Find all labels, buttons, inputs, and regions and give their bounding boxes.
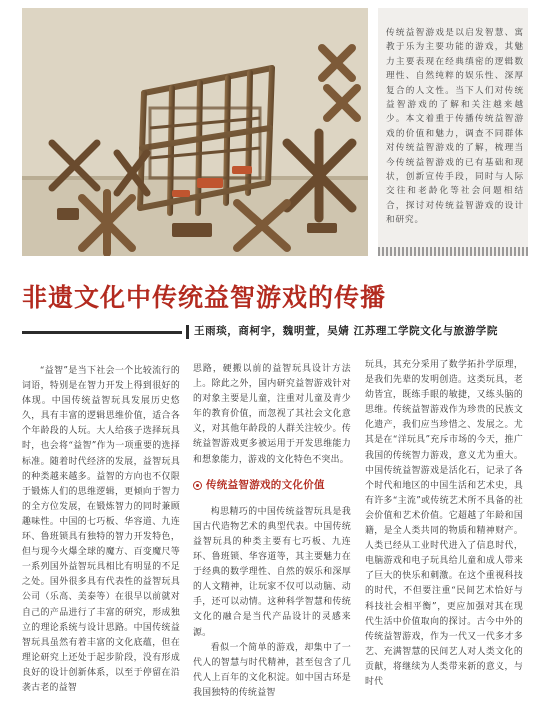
article-title: 非遗文化中传统益智游戏的传播 bbox=[22, 283, 387, 312]
paragraph: “益智”是当下社会一个比较流行的词语，特别是在智力开发上得到很好的体现。中国传统益智玩具发展历史悠久，具有丰富的逻辑思维价值，适合各个年龄段的人玩。大人给孩子选择玩具时，也会将“益智”作为一项重要的选择标准。随着时代经济的发展，益智玩具的种类越来越多。益智的方向也不仅限于锻炼人们的思维逻辑，更倾向于智力的全方位发展，在锻炼智力的同时兼顾趣味性。中国的七巧板、华容道、九连环、鲁班锁具有独特的智力开发特色，但与现今火爆全球的魔方、百变魔尺等一系列国外益智玩具相比有明显的不足之处。国外很多具有代表性的益智玩具公司（乐高、美泰等）在很早以前就对自己的产品进行了丰富的研究，形成独立的理论系统与设计思路。中国传统益智玩具虽然有着丰富的文化底蕴，但在理论研究上还处于起步阶段，没有形成良好的设计创新体系，以至于停留在沿袭古老的益智 bbox=[22, 366, 180, 693]
paragraph: 思路，硬搬以前的益智玩具设计方法上。除此之外，国内研究益智游戏针对的对象主要是儿童，注重对儿童及青少年的教育价值，而忽视了其社会文化意义，对其他年龄段的人群关注较少。传统益智游戏更多被运用于开发思维能力和想象能力，游戏的文化特色不突出。 bbox=[193, 364, 351, 465]
body-column-1 bbox=[22, 364, 180, 716]
abstract-sidebar bbox=[378, 8, 528, 256]
section-heading bbox=[193, 478, 351, 493]
section-bullet-icon bbox=[193, 481, 202, 490]
byline-rule bbox=[22, 331, 182, 334]
authors-affiliation: 王雨琰，商柯宇，魏明萱，吴婧 江苏理工学院文化与旅游学院 bbox=[194, 325, 498, 337]
paragraph: 玩具，其充分采用了数学拓扑学原理，是我们先辈的发明创造。这类玩具，老幼皆宜，既练手眼的敏捷，又练头脑的思维。传统益智游戏作为珍贵的民族文化遗产，我们应当珍惜之、发展之。尤其是在“洋玩具”充斥市场的今天，推广我国的传统智力游戏，意义尤为重大。中国传统益智游戏是活化石，记录了各个时代和地区的中国生活和艺术史，具有许多“主流”或传统艺术所不具备的社会价值和艺术价值。它超越了年龄和国籍，是全人类共同的物质和精神财产。人类已经从工业时代进入了信息时代，电脑游戏和电子玩具给儿童和成人带来了巨大的快乐和刺激。在这个重视科技的时代，不但要注重“民间艺术恰好与科技社会相平衡”，更应加强对其在现代生活中价值取向的探讨。古今中外的传统益智游戏，作为一代又一代多才多艺、充满智慧的民间艺人对人类文化的贡献，将继续为人类带来新的意义，与时代 bbox=[365, 360, 523, 687]
abstract-text: 传统益智游戏是以启发智慧、寓教于乐为主要功能的游戏，其魅力主要表现在经典缜密的逻辑数理性、自然纯粹的娱乐性、深厚复合的人文性。当下人们对传统益智游戏的了解和关注越来越少。本文着重于传播传统益智游戏的价值和魅力，调查不同群体对传统益智游戏的了解，梳理当今传统益智游戏的已有基础和现状，创新宣传手段，同时与人际交往和老龄化等社会问题相结合，探讨对传统益智游戏的设计和研究。 bbox=[386, 28, 524, 226]
exhibit-photo bbox=[22, 8, 368, 256]
body-column-3 bbox=[365, 358, 523, 710]
wooden-puzzle-exhibit-icon bbox=[22, 8, 368, 256]
section-heading-text: 传统益智游戏的文化价值 bbox=[206, 478, 325, 491]
byline bbox=[22, 322, 528, 342]
paragraph: 看似一个简单的游戏，却集中了一代人的智慧与时代精神，甚至包含了几代人上百年的文化积淀。如中国古环是我国独特的传统益智 bbox=[193, 642, 351, 698]
body-column-2 bbox=[193, 362, 351, 714]
abstract-divider bbox=[378, 247, 528, 256]
paragraph: 构思精巧的中国传统益智玩具是我国古代造物艺术的典型代表。中国传统益智玩具的种类主要有七巧板、九连环、鲁班锁、华容道等，其主要魅力在于经典的数学理性、自然的娱乐和深厚的人文精神，让玩家不仅可以动脑、动手，还可以动情。这种科学智慧和传统文化的融合是当代产品设计的灵感来源。 bbox=[193, 506, 351, 638]
byline-tick bbox=[186, 325, 189, 339]
